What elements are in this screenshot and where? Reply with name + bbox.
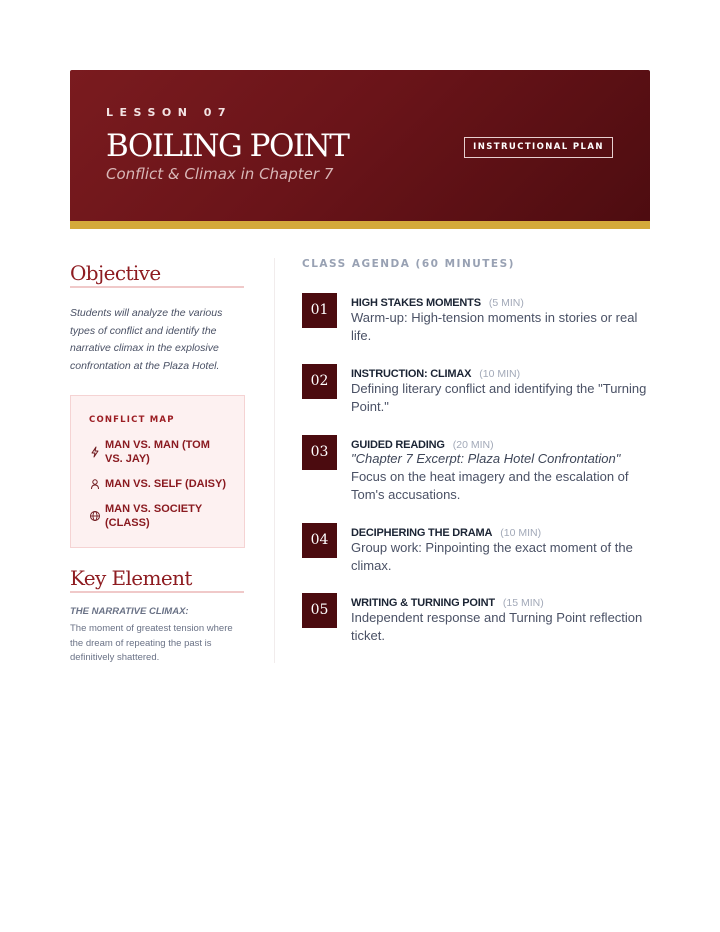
agenda-step-number: 02: [302, 364, 337, 399]
agenda-step-number: 05: [302, 593, 337, 628]
agenda-item-name: GUIDED READING: [351, 439, 445, 451]
conflict-item-man-vs-man: [89, 438, 229, 466]
lesson-subtitle: Conflict & Climax in Chapter 7: [106, 165, 334, 183]
agenda-item-description: Independent response and Turning Point reflection ticket.: [351, 610, 643, 643]
agenda-item-description: Focus on the heat imagery and the escalation of Tom's accusations.: [351, 469, 629, 502]
agenda-item-name: WRITING & TURNING POINT: [351, 597, 495, 609]
key-element-text: The moment of greatest tension where the dream of repeating the past is definitively shattered.: [70, 623, 233, 663]
agenda-item-description: Defining literary conflict and identifying the "Turning Point.": [351, 381, 647, 414]
agenda-step-number: 03: [302, 435, 337, 470]
key-element-heading: Key Element: [70, 566, 244, 593]
objective-heading: Objective: [70, 261, 244, 288]
agenda-item-duration: (10 MIN): [479, 368, 521, 380]
agenda-item-duration: (20 MIN): [452, 439, 494, 451]
globe-icon: [89, 510, 101, 522]
conflict-item-label: MAN VS. MAN (TOM VS. JAY): [105, 439, 210, 465]
agenda-item-name: INSTRUCTION: CLIMAX: [351, 368, 472, 380]
lightning-icon: [89, 446, 101, 458]
agenda-step-number: 04: [302, 523, 337, 558]
conflict-item-label: MAN VS. SOCIETY (CLASS): [105, 503, 202, 529]
agenda-item-name: DECIPHERING THE DRAMA: [351, 527, 493, 539]
conflict-map: [70, 395, 245, 548]
gold-accent-bar: [70, 221, 650, 229]
conflict-item-label: MAN VS. SELF (DAISY): [105, 478, 227, 490]
person-icon: [89, 478, 101, 490]
key-element-label: THE NARRATIVE CLIMAX:: [70, 606, 189, 617]
lesson-header: [70, 70, 650, 229]
agenda-item-description: Group work: Pinpointing the exact moment of the climax.: [351, 540, 633, 573]
objective-text: Students will analyze the various types of conflict and identify the narrative climax in the explosive confrontation at the Plaza Hotel.: [70, 307, 223, 372]
agenda-item-duration: (5 MIN): [488, 297, 524, 309]
agenda-item-name: HIGH STAKES MOMENTS: [351, 297, 481, 309]
agenda-item-description: Warm-up: High-tension moments in stories or real life.: [351, 310, 638, 343]
agenda-heading: CLASS AGENDA (60 MINUTES): [302, 258, 515, 270]
column-divider: [274, 258, 275, 663]
conflict-item-man-vs-self: [89, 477, 229, 491]
agenda-step-number: 01: [302, 293, 337, 328]
agenda-item-duration: (15 MIN): [502, 597, 544, 609]
conflict-map-title: CONFLICT MAP: [89, 415, 175, 425]
lesson-number: LESSON 07: [106, 106, 233, 119]
instructional-plan-badge[interactable]: INSTRUCTIONAL PLAN: [464, 137, 613, 158]
agenda-item-reading-title: "Chapter 7 Excerpt: Plaza Hotel Confrontation": [351, 451, 621, 466]
lesson-title: BOILING POINT: [106, 128, 349, 164]
agenda-item-duration: (10 MIN): [500, 527, 542, 539]
conflict-item-man-vs-society: [89, 502, 229, 530]
